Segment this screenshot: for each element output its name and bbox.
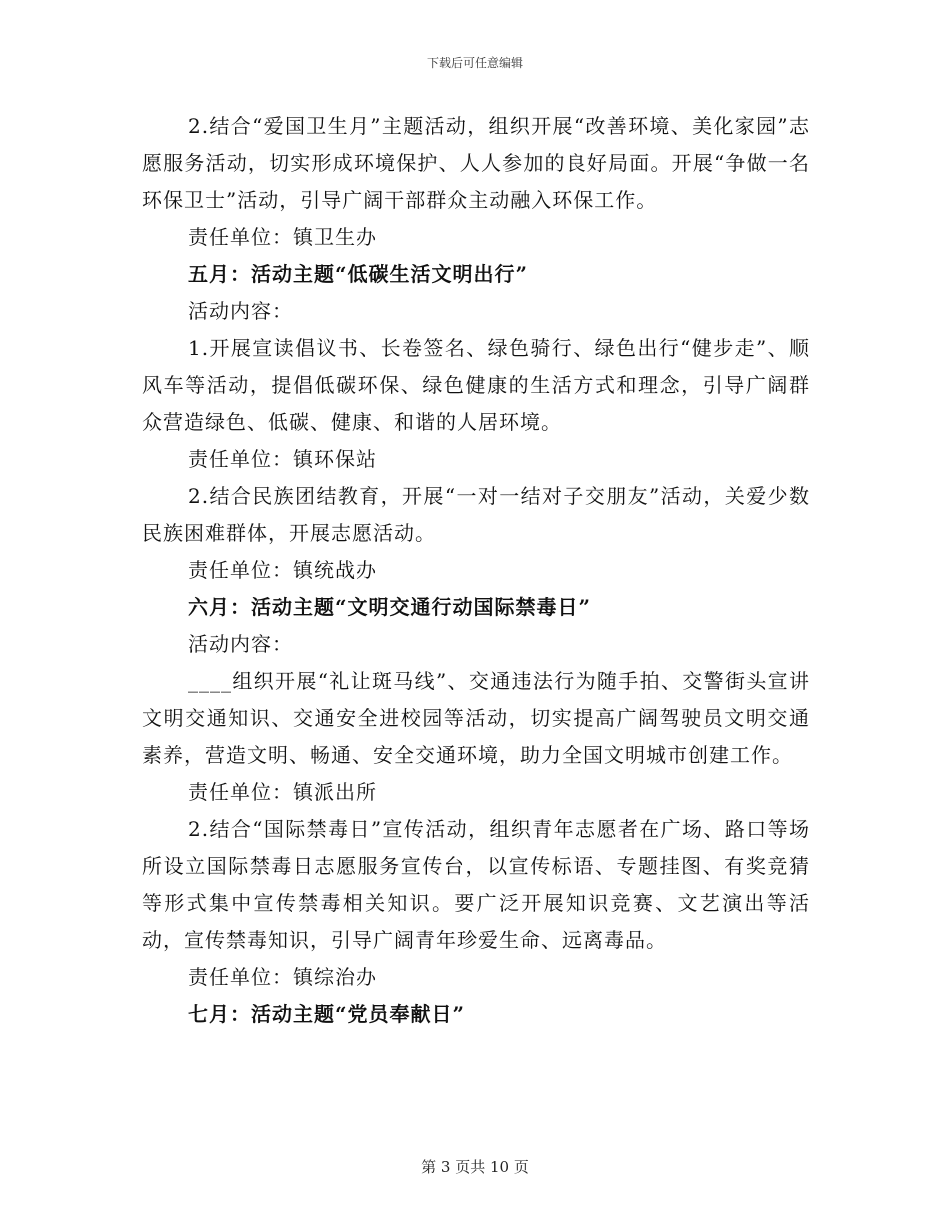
document-body — [142, 108, 810, 1033]
responsible-unit: 责任单位：镇统战办 — [188, 558, 377, 582]
section-heading-june: 六月：活动主题“文明交通行动国际禁毒日” — [188, 595, 592, 619]
responsible-unit: 责任单位：镇卫生办 — [188, 225, 377, 249]
activity-content-label: 活动内容： — [188, 632, 293, 656]
paragraph: 2.结合民族团结教育，开展“一对一结对子交朋友”活动，关爱少数民族困难群体，开展志愿活动。 — [142, 484, 810, 545]
paragraph: 1.开展宣读倡议书、长卷签名、绿色骑行、绿色出行“健步走”、顺风车等活动，提倡低碳环保、绿色健康的生活方式和理念，引导广阔群众营造绿色、低碳、健康、和谐的人居环境。 — [142, 336, 810, 434]
responsible-unit: 责任单位：镇综治办 — [188, 965, 377, 989]
page-footer: 第 3 页共 10 页 — [421, 1158, 529, 1176]
paragraph: 2.结合“爱国卫生月”主题活动，组织开展“改善环境、美化家园”志愿服务活动，切实形成环境保护、人人参加的良好局面。开展“争做一名环保卫士”活动，引导广阔干部群众主动融入环保工作。 — [142, 114, 810, 212]
activity-content-label: 活动内容： — [188, 299, 293, 323]
paragraph: 2.结合“国际禁毒日”宣传活动，组织青年志愿者在广场、路口等场所设立国际禁毒日志愿服务宣传台，以宣传标语、专题挂图、有奖竞猜等形式集中宣传禁毒相关知识。要广泛开展知识竞赛、文艺演出等活动，宣传禁毒知识，引导广阔青年珍爱生命、远离毒品。 — [142, 817, 810, 952]
page-header: 下载后可任意编辑 — [426, 56, 523, 70]
responsible-unit: 责任单位：镇派出所 — [188, 780, 377, 804]
responsible-unit: 责任单位：镇环保站 — [188, 447, 377, 471]
section-heading-july: 七月：活动主题“党员奉献日” — [188, 1002, 466, 1026]
paragraph: ____组织开展“礼让斑马线”、交通违法行为随手拍、交警街头宣讲文明交通知识、交通安全进校园等活动，切实提高广阔驾驶员文明交通素养，营造文明、畅通、安全交通环境，助力全国文明城市创建工作。 — [142, 669, 810, 767]
section-heading-may: 五月：活动主题“低碳生活文明出行” — [188, 262, 529, 286]
